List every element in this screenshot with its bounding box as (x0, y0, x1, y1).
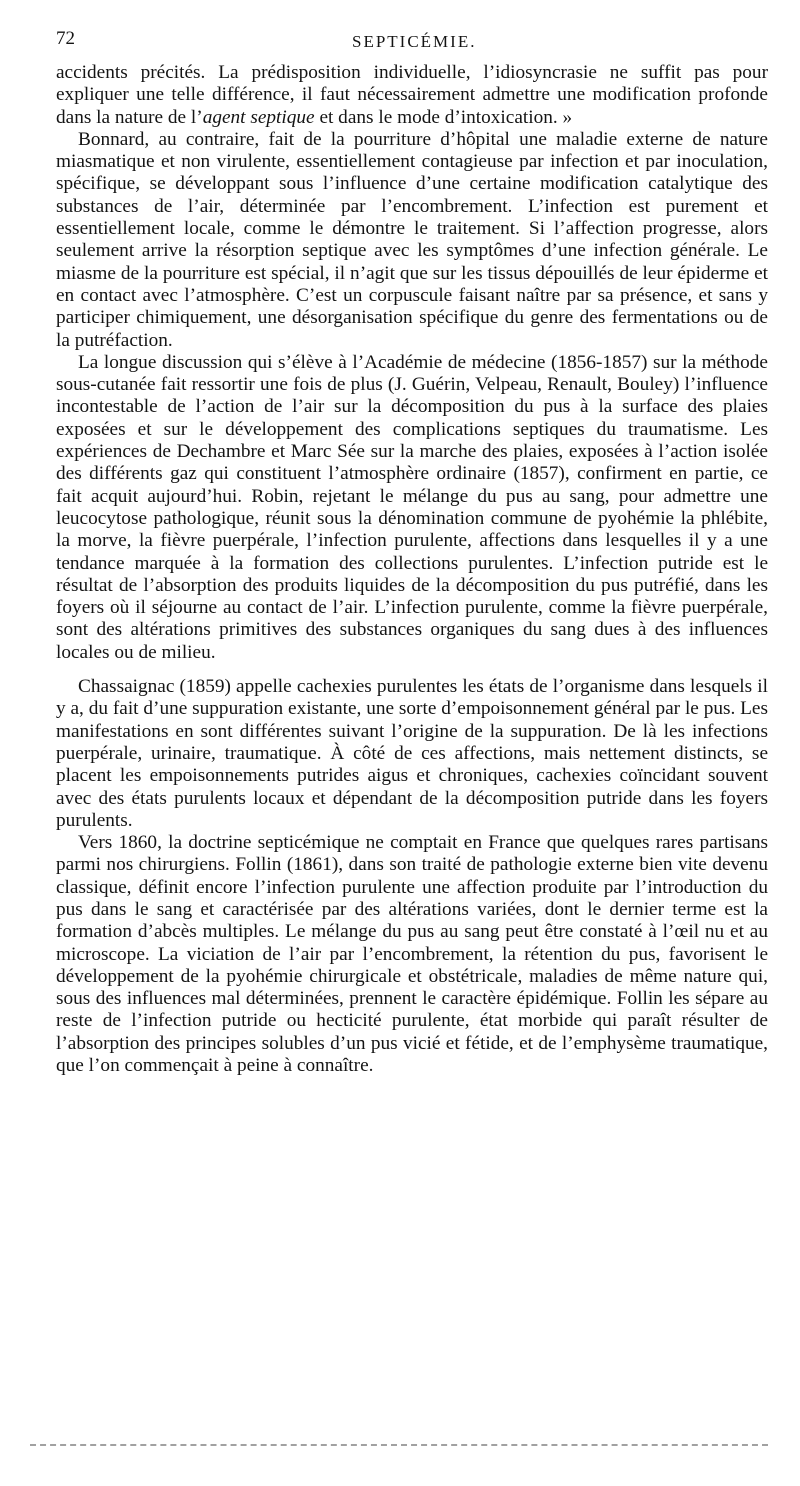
paragraph-text: et dans le mode d’intoxication. » (314, 106, 573, 128)
paragraph-text: accidents précités. La prédisposition individuelle, l’idiosyncrasie ne suffit pas pour expliquer une telle différence, il faut nécessairement admettre une modification profonde dans la nature de l’ (56, 62, 768, 128)
paragraph-bonnard: Bonnard, au contraire, fait de la pourriture d’hôpital une maladie externe de nature miasmatique et non virulente, essentiellement contagieuse par infection et par inoculation, spécifique, se développant sous l’influence d’une certaine modification catalytique des substances de l’air, déterminée par l’encombrement. L’infection est purement et essentiellement locale, comme le démontre le traitement. Si l’affection progresse, alors seulement arrive la résorption septique avec les symptômes d’une infection générale. Le miasme de la pourriture est spécial, il n’agit que sur les tissus dépouillés de leur épiderme et en contact avec l’atmosphère. C’est un corpuscule faisant naître par sa présence, et sans y participer chimiquement, une désorganisation spécifique du genre des fermentations ou de la putréfaction. (56, 128, 768, 351)
book-page (56, 28, 768, 1077)
page-number: 72 (56, 28, 75, 49)
emphasized-term: agent septique (202, 106, 315, 128)
bottom-scan-artifact (30, 1444, 768, 1446)
paragraph-follin: Vers 1860, la doctrine septicémique ne comptait en France que quelques rares partisans parmi nos chirurgiens. Follin (1861), dans son traité de pathologie externe bien vite devenu classique, définit encore l’infection purulente une affection produite par l’introduction du pus dans le sang et caractérisée par des altérations variées, dont le dernier terme est la formation d’abcès multiples. Le mélange du pus au sang peut être constaté à l’œil nu et au microscope. La viciation de l’air par l’encombrement, la rétention du pus, favorisent le développement de la pyohémie chirurgicale et obstétricale, maladies de même nature qui, sous des influences mal déterminées, prennent le caractère épidémique. Follin les sépare au reste de l’infection putride ou hecticité purulente, état morbide qui paraît résulter de l’absorption des principes solubles d’un pus vicié et fétide, et de l’emphysème traumatique, que l’on commençait à peine à connaître. (56, 832, 768, 1077)
paragraph-academie-discussion: La longue discussion qui s’élève à l’Académie de médecine (1856-1857) sur la méthode sous-cutanée fait ressortir une fois de plus (J. Guérin, Velpeau, Renault, Bouley) l’influence incontestable de l’action de l’air sur la décomposition du pus à la surface des plaies exposées et sur le développement des complications septiques du traumatisme. Les expériences de Dechambre et Marc Sée sur la marche des plaies, exposées à l’action isolée des différents gaz qui constituent l’atmosphère ordinaire (1857), confirment en partie, ce fait acquit aujourd’hui. Robin, rejetant le mélange du pus au sang, pour admettre une leucocytose pathologique, réunit sous la dénomination commune de pyohémie la phlébite, la morve, la fièvre puerpérale, l’infection purulente, affections dans lesquelles il y a une tendance marquée à la formation des collections purulentes. L’infection putride est le résultat de l’absorption des produits liquides de la décomposition du pus putréfié, dans les foyers où il séjourne au contact de l’air. L’infection purulente, comme la fièvre puerpérale, sont des altérations primitives des substances organiques du sang dues à des influences locales ou de milieu. (56, 351, 768, 663)
paragraph-continuation (56, 62, 768, 129)
page-header (56, 28, 768, 62)
running-head: SEPTICÉMIE. (352, 32, 477, 51)
paragraph-chassaignac: Chassaignac (1859) appelle cachexies purulentes les états de l’organisme dans lesquels il y a, du fait d’une suppuration existante, une sorte d’empoisonnement général par le pus. Les manifestations en sont différentes suivant l’origine de la suppuration. De là les infections puerpérale, urinaire, traumatique. À côté de ces affections, mais nettement distincts, se placent les empoisonnements putrides aigus et chroniques, cachexies coïncidant souvent avec des états purulents locaux et dépendant de la décomposition putride dans les foyers purulents. (56, 676, 768, 831)
